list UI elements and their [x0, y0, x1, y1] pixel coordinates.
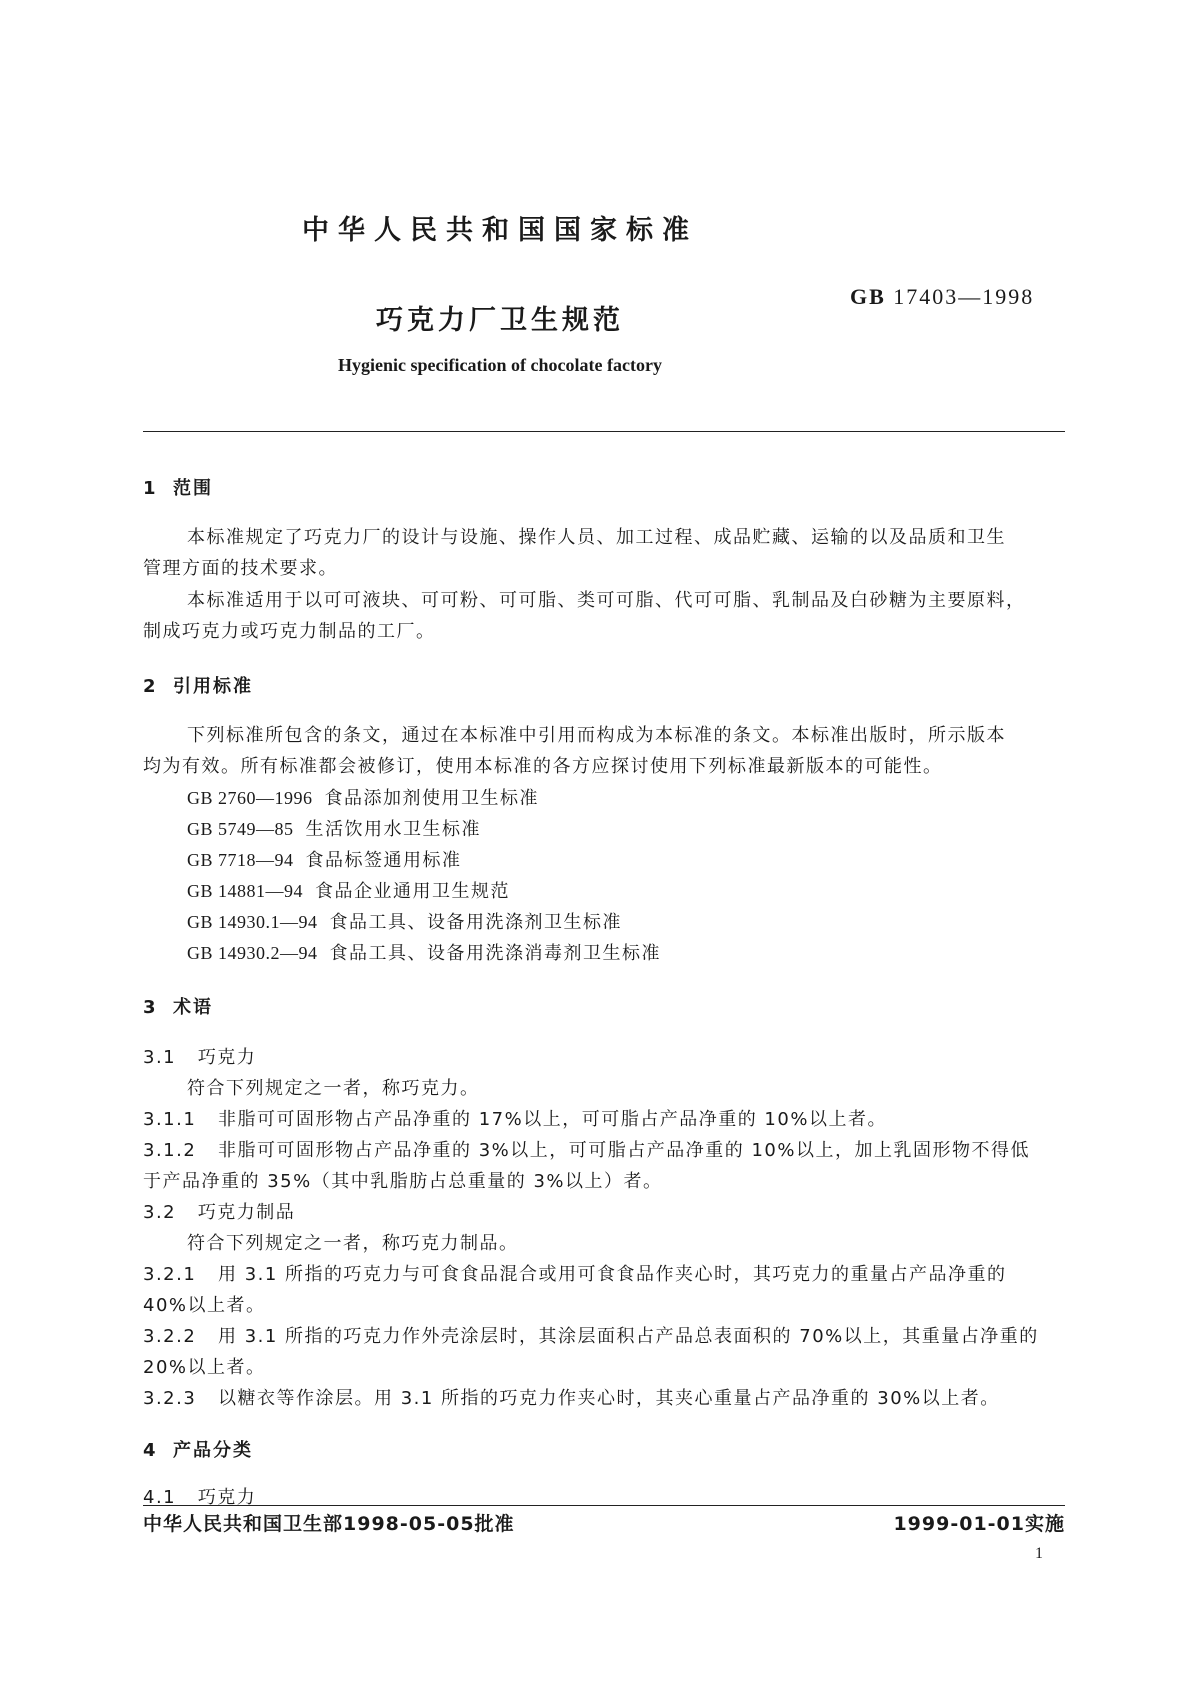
document-title: 巧克力厂卫生规范	[376, 305, 624, 336]
clause-3-2	[143, 1197, 295, 1228]
section-2-heading	[143, 672, 253, 698]
clause-number: 4.1	[143, 1487, 177, 1508]
reference-name: 食品企业通用卫生规范	[315, 881, 511, 902]
reference-item	[187, 938, 661, 969]
section-number: 3	[143, 997, 158, 1018]
clause-number: 3.2.2	[143, 1326, 197, 1347]
section-title: 术语	[173, 997, 213, 1018]
paragraph-line: 本标准规定了巧克力厂的设计与设施、操作人员、加工过程、成品贮藏、运输的以及品质和卫生	[187, 527, 1006, 548]
reference-code: GB 14881—94	[187, 881, 304, 901]
reference-item	[187, 876, 510, 907]
clause-text: 非脂可可固形物占产品净重的 3%以上，可可脂占产品净重的 10%以上，加上乳固形物不得低	[217, 1140, 1030, 1161]
section-4-heading	[143, 1436, 253, 1462]
section-title: 产品分类	[173, 1440, 253, 1461]
paragraph-line: 均为有效。所有标准都会被修订，使用本标准的各方应探讨使用下列标准最新版本的可能性。	[143, 756, 943, 777]
clause-3-1-2	[143, 1135, 1030, 1166]
clause-number: 3.1	[143, 1047, 177, 1068]
implementation-date: 1999-01-01实施	[893, 1513, 1065, 1535]
header-divider	[143, 431, 1065, 432]
reference-code: GB 14930.2—94	[187, 943, 318, 963]
clause-3-1-1	[143, 1104, 887, 1135]
paragraph-line: 制成巧克力或巧克力制品的工厂。	[143, 621, 436, 642]
standard-code-number: 17403—1998	[893, 284, 1035, 309]
reference-item	[187, 845, 462, 876]
section-number: 4	[143, 1440, 158, 1461]
reference-name: 食品工具、设备用洗涤剂卫生标准	[329, 912, 623, 933]
reference-name: 食品工具、设备用洗涤消毒剂卫生标准	[329, 943, 662, 964]
reference-name: 食品添加剂使用卫生标准	[324, 788, 540, 809]
section-3-heading	[143, 993, 213, 1019]
reference-name: 食品标签通用标准	[305, 850, 462, 871]
page-number: 1	[1035, 1545, 1043, 1562]
reference-item	[187, 783, 539, 814]
clause-text: 以糖衣等作涂层。用 3.1 所指的巧克力作夹心时，其夹心重量占产品净重的 30%以上者。	[217, 1388, 1000, 1409]
clause-text: 用 3.1 所指的巧克力作外壳涂层时，其涂层面积占产品总表面积的 70%以上，其重量占净重的	[217, 1326, 1039, 1347]
clause-title: 巧克力	[197, 1487, 257, 1508]
section-number: 1	[143, 478, 158, 499]
clause-number: 3.2	[143, 1202, 177, 1223]
reference-item	[187, 907, 622, 938]
clause-title: 巧克力	[197, 1047, 257, 1068]
approval-note: 中华人民共和国卫生部1998-05-05批准	[143, 1513, 515, 1535]
paragraph-line: 20%以上者。	[143, 1357, 266, 1378]
clause-3-2-3	[143, 1383, 1000, 1414]
clause-number: 3.2.3	[143, 1388, 197, 1409]
section-title: 引用标准	[173, 676, 253, 697]
reference-code: GB 14930.1—94	[187, 912, 318, 932]
paragraph-line: 本标准适用于以可可液块、可可粉、可可脂、类可可脂、代可可脂、乳制品及白砂糖为主要原料，	[187, 590, 1026, 611]
clause-3-2-2	[143, 1321, 1039, 1352]
paragraph-line: 管理方面的技术要求。	[143, 558, 338, 579]
paragraph-line: 下列标准所包含的条文，通过在本标准中引用而构成为本标准的条文。本标准出版时，所示版本	[187, 725, 1006, 746]
clause-number: 3.2.1	[143, 1264, 197, 1285]
clause-number: 3.1.2	[143, 1140, 197, 1161]
reference-name: 生活饮用水卫生标准	[305, 819, 482, 840]
english-title: Hygienic specification of chocolate factory	[338, 355, 662, 375]
footer-divider	[143, 1505, 1065, 1506]
paragraph-line: 于产品净重的 35%（其中乳脂肪占总重量的 3%以上）者。	[143, 1171, 663, 1192]
clause-title: 巧克力制品	[197, 1202, 296, 1223]
clause-3-1	[143, 1042, 256, 1073]
reference-item	[187, 814, 481, 845]
paragraph-line: 40%以上者。	[143, 1295, 266, 1316]
national-standard-heading: 中华人民共和国国家标准	[302, 215, 698, 246]
clause-number: 3.1.1	[143, 1109, 197, 1130]
clause-text: 非脂可可固形物占产品净重的 17%以上，可可脂占产品净重的 10%以上者。	[217, 1109, 887, 1130]
paragraph-line: 符合下列规定之一者，称巧克力制品。	[187, 1233, 519, 1254]
clause-text: 用 3.1 所指的巧克力与可食食品混合或用可食食品作夹心时，其巧克力的重量占产品净重的	[217, 1264, 1007, 1285]
reference-code: GB 7718—94	[187, 850, 294, 870]
section-1-heading	[143, 474, 213, 500]
section-title: 范围	[173, 478, 213, 499]
section-number: 2	[143, 676, 158, 697]
reference-code: GB 5749—85	[187, 819, 294, 839]
paragraph-line: 符合下列规定之一者，称巧克力。	[187, 1078, 480, 1099]
standard-code-prefix: GB	[850, 284, 886, 309]
reference-code: GB 2760—1996	[187, 788, 313, 808]
standard-code	[850, 284, 1034, 310]
clause-3-2-1	[143, 1259, 1007, 1290]
